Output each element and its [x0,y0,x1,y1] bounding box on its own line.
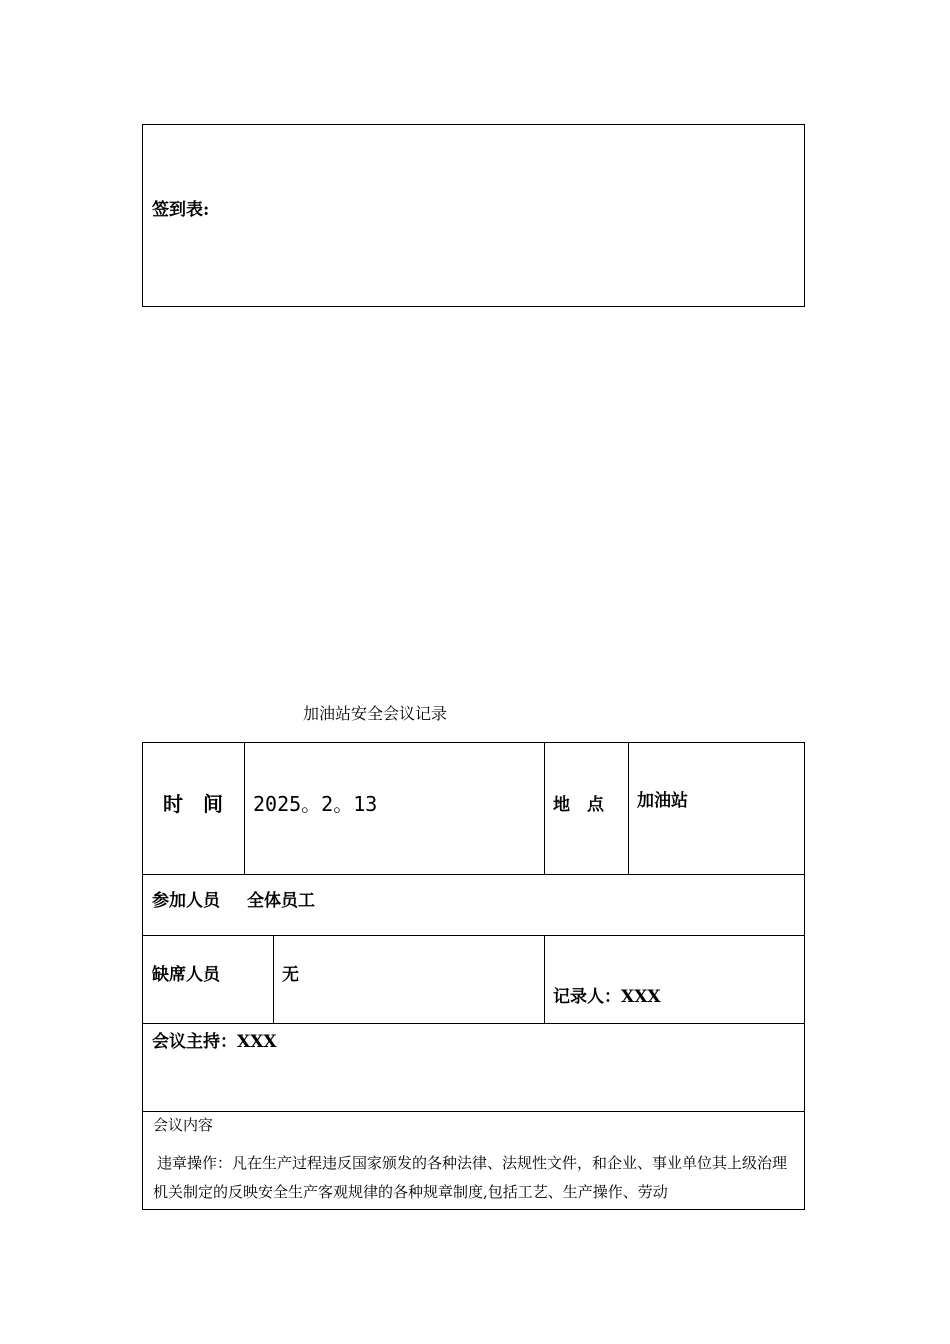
place-value: 加油站 [637,791,688,811]
time-value: 2025。2。13 [253,792,378,816]
recorder: 记录人：XXX [553,987,661,1007]
sign-in-label: 签到表: [152,200,210,220]
col-divider [244,743,245,874]
content-text: 违章操作：凡在生产过程违反国家颁发的各种法律、法规性文件，和企业、事业单位其上级治理机关制定的反映安全生产客观规律的各种规章制度,包括工艺、生产操作、劳动 [153,1154,788,1201]
row-divider [143,1023,804,1024]
meeting-record-table [142,742,805,1210]
col-divider [544,935,545,1023]
sign-in-box [142,124,805,307]
col-divider [273,935,274,1023]
content-label: 会议内容 [153,1116,214,1134]
host: 会议主持：XXX [152,1032,277,1052]
col-divider [628,743,629,874]
row-divider [143,1111,804,1112]
time-label: 时 间 [163,792,223,816]
row-divider [143,935,804,936]
attendees-value: 全体员工 [247,891,315,911]
col-divider [544,743,545,874]
record-title: 加油站安全会议记录 [303,704,448,723]
place-label: 地 点 [553,795,604,815]
attendees-label: 参加人员 [152,891,220,911]
row-divider [143,874,804,875]
absent-label: 缺席人员 [152,965,220,985]
absent-value: 无 [282,965,299,985]
